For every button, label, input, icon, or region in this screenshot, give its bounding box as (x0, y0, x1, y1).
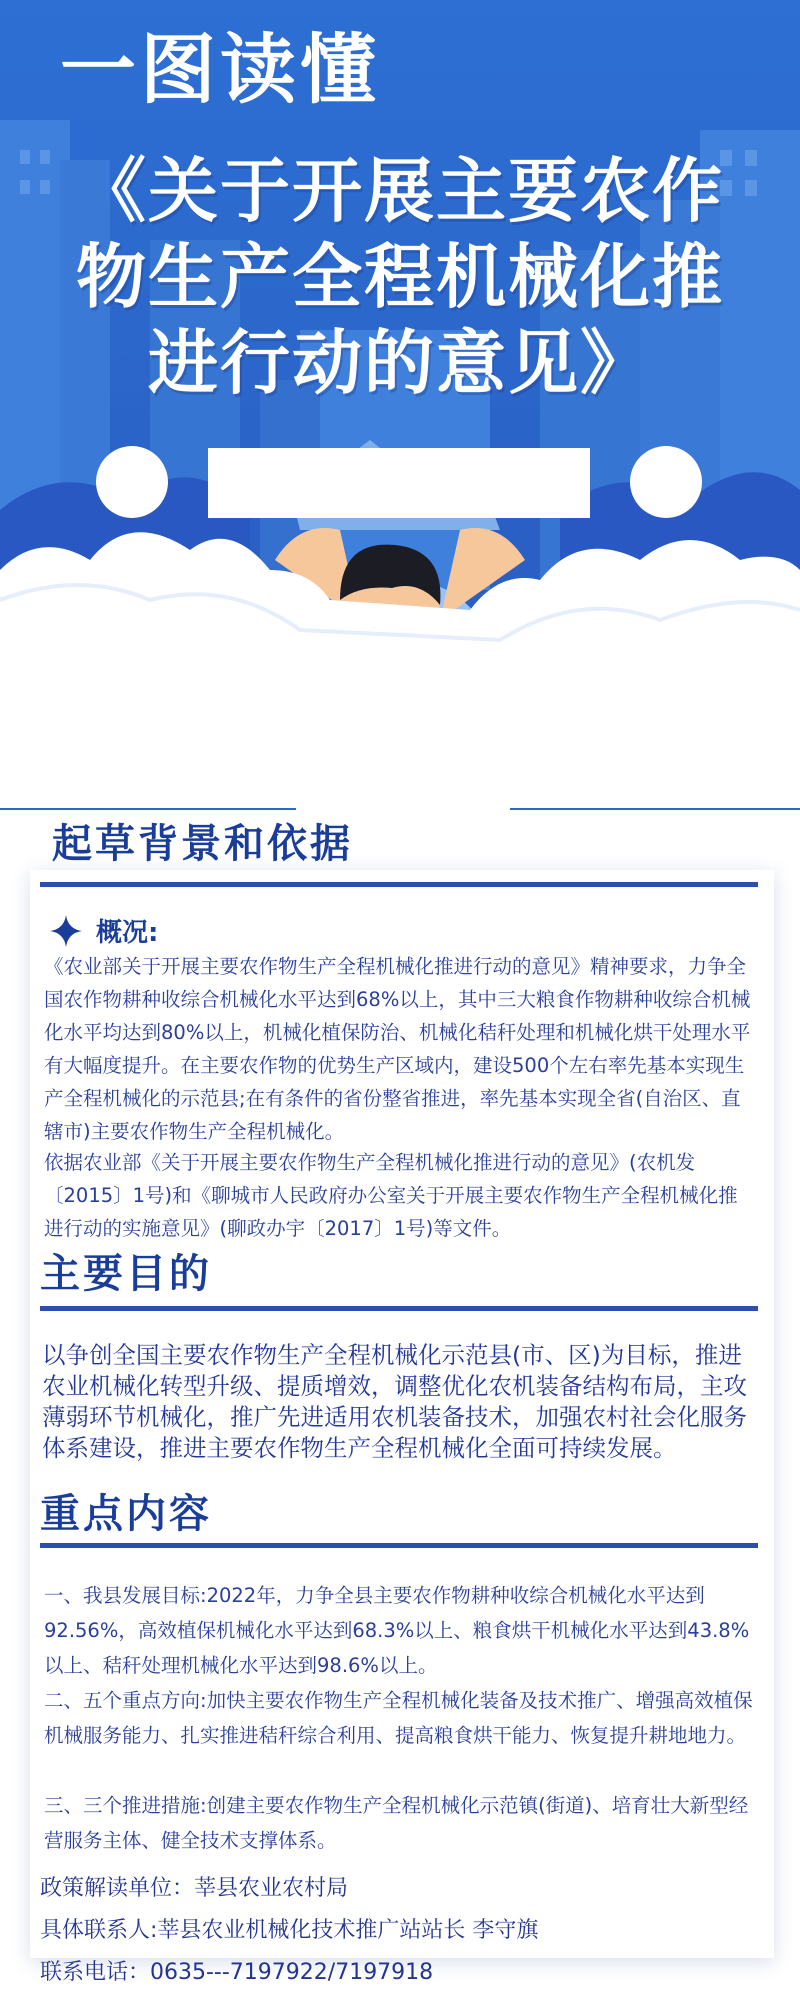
decor-dot-left (96, 446, 168, 518)
section-title-background: 起草背景和依据 (52, 821, 353, 867)
four-point-star-icon (50, 915, 82, 947)
background-paragraph-2: 依据农业部《关于开展主要农作物生产全程机械化推进行动的意见》(农机发〔2015〕1号)和《聊城市人民政府办公室关于开展主要农作物生产全程机械化推进行动的实施意见》(聊政办宇〔2017〕1号)等文件。 (44, 1151, 738, 1240)
subtitle-badge (208, 448, 590, 518)
section-rule (40, 1306, 758, 1311)
key-item-1: 一、我县发展目标:2022年，力争全县主要农作物耕种收综合机械化水平达到92.56%，高效植保机械化水平达到68.3%以上、粮食烘干机械化水平达到43.8%以上、秸秆处理机械化水平达到98.6%以上。 (44, 1584, 750, 1677)
footer-unit: 政策解读单位：莘县农业农村局 (40, 1876, 349, 1901)
footer-phone: 联系电话：0635---7197922/7197918 (40, 1960, 434, 1985)
background-paragraph-1: 《农业部关于开展主要农作物生产全程机械化推进行动的意见》精神要求，力争全国农作物耕种收综合机械化水平达到68%以上，其中三大粮食作物耕种收综合机械化水平均达到80%以上，机械化植保防治、机械化秸秆处理和机械化烘干处理水平有大幅度提升。在主要农作物的优势生产区域内，建设500个左右率先基本实现生产全程机械化的示范县;在有条件的省份整省推进，率先基本实现全省(自治区、直辖市)主要农作物生产全程机械化。 (44, 955, 751, 1143)
section-title-key-content: 重点内容 (40, 1491, 212, 1537)
hero-title-line: 进行动的意见》 (148, 322, 652, 404)
divider-left (0, 808, 296, 810)
overview-label (50, 912, 158, 949)
decor-dot-right (630, 446, 702, 518)
footer-contact: 具体联系人:莘县农业机械化技术推广站站长 李守旗 (40, 1918, 539, 1943)
purpose-text: 以争创全国主要农作物生产全程机械化示范县(市、区)为目标，推进农业机械化转型升级、提质增效，调整优化农机装备结构布局，主攻薄弱环节机械化，推广先进适用农机装备技术，加强农村社会化服务体系建设，推进主要农作物生产全程机械化全面可持续发展。 (42, 1341, 747, 1462)
hero-kicker: 一图读懂 (60, 25, 380, 114)
divider-right (510, 808, 800, 810)
section-title-purpose: 主要目的 (40, 1251, 212, 1297)
section-rule (40, 1543, 758, 1548)
overview-label-text: 概况: (96, 918, 159, 948)
hero-title-line: 《关于开展主要农作 (76, 150, 724, 232)
hero-banner (0, 0, 800, 800)
hero-title-line: 物生产全程机械化推 (76, 236, 724, 318)
section-rule (40, 882, 758, 887)
key-item-2: 二、五个重点方向:加快主要农作物生产全程机械化装备及技术推广、增强高效植保机械服务能力、扎实推进秸秆综合利用、提高粮食烘干能力、恢复提升耕地地力。 (44, 1689, 753, 1747)
key-item-3: 三、三个推进措施:创建主要农作物生产全程机械化示范镇(街道)、培育壮大新型经营服务主体、健全技术支撑体系。 (44, 1794, 749, 1852)
hero-title (0, 148, 800, 406)
